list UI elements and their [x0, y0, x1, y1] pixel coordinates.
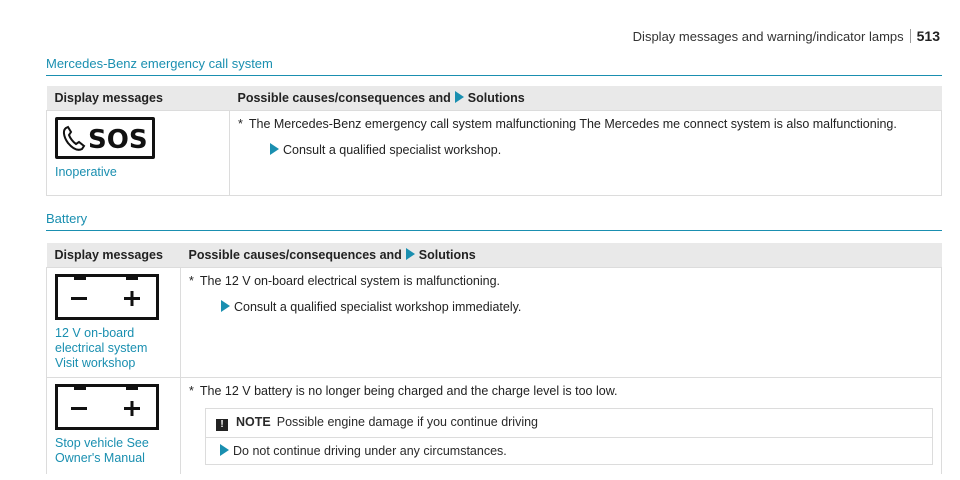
solution-step: Consult a qualified specialist workshop.: [266, 143, 933, 157]
table-header-row: [47, 86, 942, 111]
note-step-row: [206, 438, 932, 464]
section-title: Battery: [46, 211, 942, 231]
cause-cell: [181, 378, 942, 475]
section-title: Mercedes-Benz emergency call system: [46, 56, 942, 76]
display-cell: [47, 378, 181, 475]
battery-icon: [55, 384, 159, 430]
messages-table: [46, 243, 942, 474]
table-row: [47, 268, 942, 378]
lamp-label: Inoperative: [55, 165, 117, 179]
warning-icon: !: [216, 419, 228, 431]
messages-table: [46, 86, 942, 196]
note-text: Possible engine damage if you continue driving: [276, 415, 539, 429]
cause-text: * The 12 V on-board electrical system is malfunctioning.: [189, 274, 501, 288]
sos-phone-icon: [55, 117, 155, 159]
display-cell: [47, 268, 181, 378]
play-icon: [220, 444, 229, 456]
table-header-row: [47, 243, 942, 268]
cause-text: * The 12 V battery is no longer being charged and the charge level is too low.: [189, 384, 618, 398]
display-cell: [47, 111, 230, 196]
note-box: [205, 408, 933, 465]
cause-text: * The Mercedes-Benz emergency call system malfunctioning The Mercedes me connect system is also malfunctioning.: [238, 117, 897, 131]
section-emergency-call: [46, 56, 942, 196]
col-display-header: Display messages: [47, 86, 230, 111]
header-title: Display messages and warning/indicator lamps: [632, 29, 904, 44]
note-tag: NOTE: [236, 415, 271, 429]
cause-cell: [181, 268, 942, 378]
col-causes-header: Possible causes/consequences and Solutions: [230, 86, 942, 111]
table-row: [47, 378, 942, 475]
note-row: [206, 409, 932, 438]
svg-text:SOS: SOS: [88, 125, 148, 155]
solution-step: Consult a qualified specialist workshop immediately.: [217, 300, 933, 314]
lamp-label: Stop vehicle See Owner's Manual: [55, 436, 149, 465]
play-icon: [455, 91, 464, 103]
note-step: Do not continue driving under any circumstances.: [233, 444, 507, 458]
section-battery: [46, 211, 942, 474]
page-number: 513: [916, 28, 940, 44]
col-causes-header: Possible causes/consequences and Solutions: [181, 243, 942, 268]
col-display-header: Display messages: [47, 243, 181, 268]
cause-cell: [230, 111, 942, 196]
play-icon: [270, 143, 279, 155]
table-row: [47, 111, 942, 196]
play-icon: [406, 248, 415, 260]
lamp-label: 12 V on-board electrical system Visit workshop: [55, 326, 148, 370]
battery-icon: [55, 274, 159, 320]
page-header: [633, 28, 940, 44]
play-icon: [221, 300, 230, 312]
